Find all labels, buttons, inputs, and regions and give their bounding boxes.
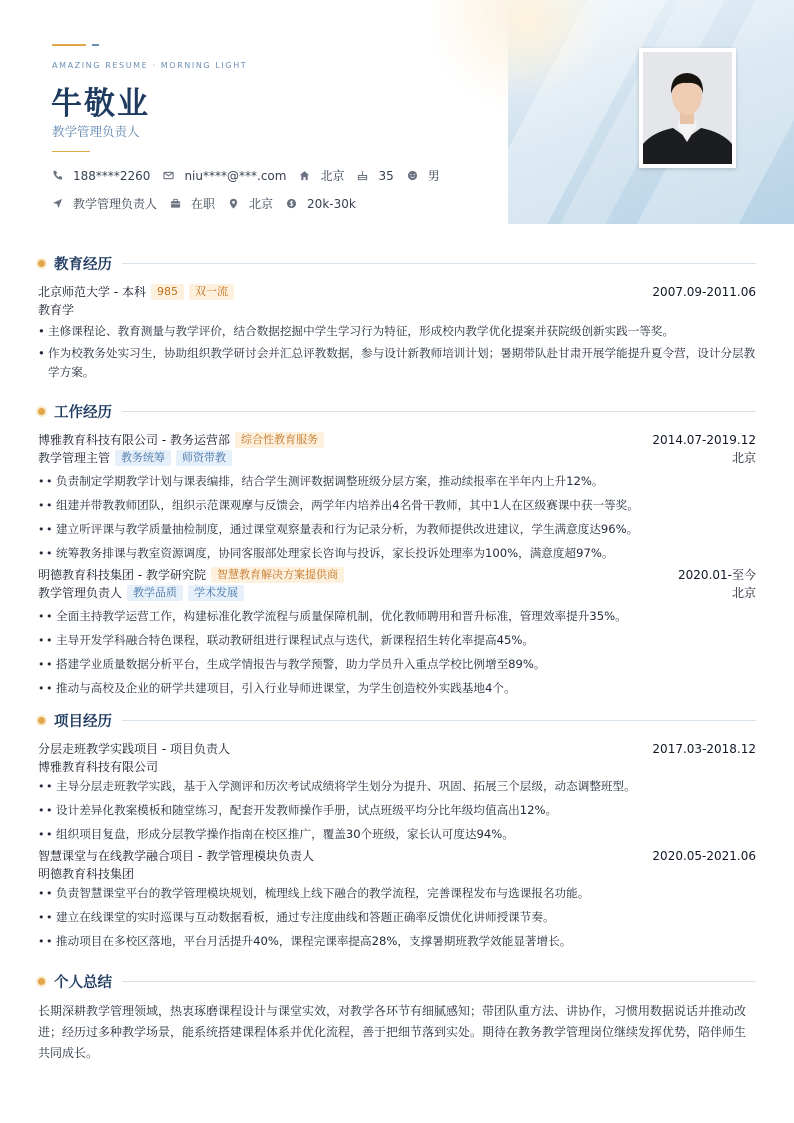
company-name: 明德教育科技集团 - 教学研究院 <box>38 568 206 582</box>
list-item: • • 全面主持教学运营工作，构建标准化教学流程与质量保障机制，优化教师聘用和晋升标准，管理效率提升35%。 <box>38 607 756 626</box>
job-date: 2020.01-至今 <box>678 568 756 582</box>
intent-row <box>52 195 369 212</box>
school-tag: 双一流 <box>189 284 234 300</box>
gender-item <box>407 167 440 184</box>
skill-tag: 学术发展 <box>188 585 244 601</box>
candidate-name: 牛敬业 <box>51 86 150 122</box>
list-item: • • 设计差异化教案模板和随堂练习，配套开发教师操作手册，试点班级平均分比年级均值高出12%。 <box>38 801 756 820</box>
project-org: 博雅教育科技有限公司 <box>38 760 159 774</box>
role-divider <box>52 151 90 152</box>
project-entry <box>38 847 756 951</box>
summary-heading <box>38 971 756 991</box>
list-item: • • 推动项目在多校区落地，平台月活提升40%，课程完课率提高28%，支撑暑期班教学效能显著增长。 <box>38 932 756 951</box>
project-bullets <box>38 777 756 844</box>
industry-tag: 综合性教育服务 <box>235 432 324 448</box>
project-header <box>38 740 756 758</box>
section-divider <box>122 720 756 721</box>
work-title: 工作经历 <box>54 404 112 421</box>
cake-icon <box>357 170 368 181</box>
list-item: • • 主导开发学科融合特色课程，联动教研组进行课程试点与迭代，新课程招生转化率提高45%。 <box>38 631 756 650</box>
work-section <box>38 401 756 698</box>
intent-position-item <box>52 195 157 212</box>
work-heading <box>38 401 756 421</box>
section-dot <box>38 408 45 415</box>
contact-row <box>52 167 453 184</box>
job-entry <box>38 431 756 563</box>
skill-tag: 教务统筹 <box>115 450 171 466</box>
project-date: 2017.03-2018.12 <box>652 742 756 756</box>
skill-tag: 师资带教 <box>176 450 232 466</box>
tagline: AMAZING RESUME · MORNING LIGHT <box>52 61 248 70</box>
project-bullets <box>38 884 756 951</box>
education-heading <box>38 253 756 273</box>
list-item: • • 组建并带教教师团队，组织示范课观摩与反馈会，两学年内培养出4名骨干教师，其中1人在区级赛课中获一等奖。 <box>38 496 756 515</box>
smiley-icon <box>407 170 418 181</box>
job-city: 北京 <box>731 586 756 600</box>
projects-section <box>38 710 756 951</box>
section-divider <box>122 411 756 412</box>
mail-icon <box>163 170 174 181</box>
job-date: 2014.07-2019.12 <box>652 433 756 447</box>
education-date: 2007.09-2011.06 <box>652 285 756 299</box>
job-bullets <box>38 607 756 698</box>
list-item: • 主修课程论、教育测量与教学评价，结合数据挖掘中学生学习行为特征，形成校内教学优化提案并获院级创新实践一等奖。 <box>38 322 756 341</box>
gender-value: 男 <box>427 169 440 183</box>
briefcase-icon <box>170 198 181 209</box>
resume-header <box>0 0 794 224</box>
job-position-row <box>38 584 756 602</box>
education-row <box>38 283 756 301</box>
candidate-role: 教学管理负责人 <box>52 124 140 139</box>
phone-item <box>52 169 150 183</box>
job-position: 教学管理主管 <box>38 451 111 465</box>
city-value: 北京 <box>320 169 345 183</box>
status-item <box>170 195 215 212</box>
project-header <box>38 847 756 865</box>
decorative-marks <box>52 34 99 53</box>
age-item <box>357 169 393 183</box>
project-date: 2020.05-2021.06 <box>652 849 756 863</box>
education-bullets <box>38 322 756 382</box>
project-entry <box>38 740 756 844</box>
projects-heading <box>38 710 756 730</box>
list-item: • • 搭建学业质量数据分析平台，生成学情报告与教学预警，助力学员升入重点学校比例增至89%。 <box>38 655 756 674</box>
education-section <box>38 253 756 382</box>
coin-icon <box>286 198 297 209</box>
education-title: 教育经历 <box>54 256 112 273</box>
salary-value: 20k-30k <box>307 196 356 211</box>
salary-item <box>286 197 356 211</box>
section-dot <box>38 717 45 724</box>
home-icon <box>299 170 310 181</box>
profile-photo-frame <box>639 48 736 168</box>
job-city: 北京 <box>731 451 756 465</box>
job-position: 教学管理负责人 <box>38 586 123 600</box>
email-item <box>163 169 286 183</box>
age-value: 35 <box>378 168 394 183</box>
phone-icon <box>52 170 63 181</box>
profile-photo <box>643 52 732 164</box>
location-pin-icon <box>228 198 239 209</box>
list-item: • • 主导分层走班教学实践，基于入学测评和历次考试成绩将学生划分为提升、巩固、拓展三个层级，动态调整班型。 <box>38 777 756 796</box>
status-value: 在职 <box>191 197 216 211</box>
skill-tag: 教学品质 <box>127 585 183 601</box>
industry-tag: 智慧教育解决方案提供商 <box>211 567 344 583</box>
list-item: • • 建立听评课与教学质量抽检制度，通过课堂观察量表和行为记录分析，为教师提供改进建议，学生满意度达96%。 <box>38 520 756 539</box>
job-header <box>38 431 756 449</box>
list-item: • • 负责智慧课堂平台的教学管理模块规划，梳理线上线下融合的教学流程，完善课程发布与选课报名功能。 <box>38 884 756 903</box>
project-org: 明德教育科技集团 <box>38 867 135 881</box>
list-item: • • 统筹教务排课与教室资源调度，协同客服部处理家长咨询与投诉，家长投诉处理率为100%，满意度超97%。 <box>38 544 756 563</box>
major: 教育学 <box>38 303 75 317</box>
summary-section <box>38 971 756 1064</box>
send-icon <box>52 198 63 209</box>
projects-title: 项目经历 <box>54 713 112 730</box>
list-item: • • 组织项目复盘，形成分层教学操作指南在校区推广，覆盖30个班级，家长认可度达94%。 <box>38 825 756 844</box>
company-name: 博雅教育科技有限公司 - 教务运营部 <box>38 433 230 447</box>
email-value: niu****@***.com <box>184 168 287 183</box>
project-name: 分层走班教学实践项目 - 项目负责人 <box>38 742 230 756</box>
section-divider <box>122 981 756 982</box>
intent-city-item <box>228 195 273 212</box>
job-entry <box>38 566 756 698</box>
list-item: • • 推动与高校及企业的研学共建项目，引入行业导师进课堂，为学生创造校外实践基地4个。 <box>38 679 756 698</box>
city-item <box>299 167 344 184</box>
job-header <box>38 566 756 584</box>
list-item: • • 建立在线课堂的实时巡课与互动数据看板，通过专注度曲线和答题正确率反馈优化讲师授课节奏。 <box>38 908 756 927</box>
list-item: • 作为校教务处实习生，协助组织教学研讨会并汇总评教数据，参与设计新教师培训计划；暑期带队赴甘肃开展学能提升夏令营，设计分层教学方案。 <box>38 344 756 382</box>
intent-position: 教学管理负责人 <box>73 197 158 211</box>
job-bullets <box>38 472 756 563</box>
summary-title: 个人总结 <box>54 974 112 991</box>
section-dot <box>38 978 45 985</box>
school-tag: 985 <box>151 284 184 300</box>
school-name: 北京师范大学 - 本科 <box>38 285 146 299</box>
project-name: 智慧课堂与在线教学融合项目 - 教学管理模块负责人 <box>38 849 314 863</box>
phone-value: 188****2260 <box>73 168 151 183</box>
intent-city: 北京 <box>249 197 274 211</box>
list-item: • • 负责制定学期教学计划与课表编排，结合学生测评数据调整班级分层方案，推动续报率在半年内上升12%。 <box>38 472 756 491</box>
job-position-row <box>38 449 756 467</box>
section-dot <box>38 260 45 267</box>
summary-text: 长期深耕教学管理领域，热衷琢磨课程设计与课堂实效，对教学各环节有细腻感知；带团队重方法、讲协作，习惯用数据说话并推动改进；经历过多种教学场景，能系统搭建课程体系并优化流程，善于把细节落到实处。期待在教务教学管理岗位继续发挥优势，陪伴师生共同成长。 <box>38 1004 747 1060</box>
section-divider <box>122 263 756 264</box>
